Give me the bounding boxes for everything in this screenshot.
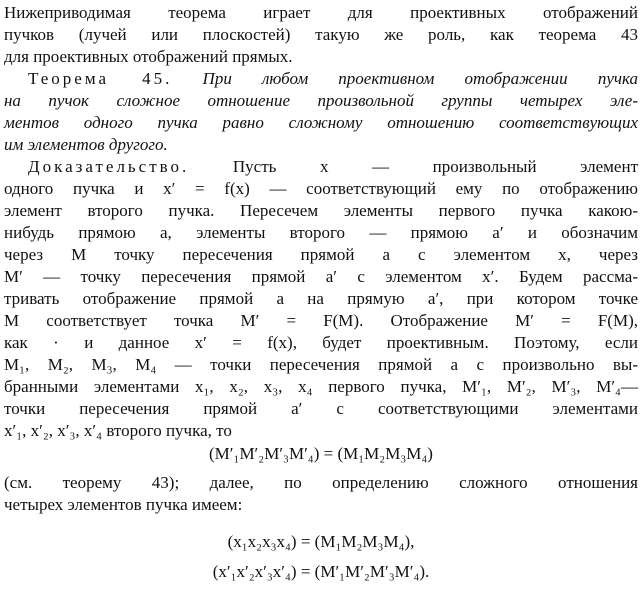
proof-line-9: как · и данное x′ = f(x), будет проективным. Поэтому, если xyxy=(4,333,638,352)
proof-line-13: x′₁, x′₂, x′₃, x′₄ второго пучка, то xyxy=(4,421,232,440)
formula-second-pencil: (x′₁x′₂x′₃x′₄) = (M′₁M′₂M′₃M′₄). xyxy=(212,562,430,581)
formula-cross-ratio-points: (M′₁M′₂M′₃M′₄) = (M₁M₂M₃M₄) xyxy=(209,444,433,463)
proof-line-10: M₁, M₂, M₃, M₄ — точки пересечения прямой a с произвольно вы- xyxy=(4,355,638,374)
proof-line-8: M соответствует точка M′ = F(M). Отображение M′ = F(M), xyxy=(4,311,638,330)
after-line-1: (см. теорему 43); далее, по определению сложного отношения xyxy=(4,473,638,492)
proof-line-11: бранными элементами x₁, x₂, x₃, x₄ первого пучка, M′₁, M′₂, M′₃, M′₄— xyxy=(4,377,638,396)
proof-line-4: нибудь прямою a, элементы второго — прямою a′ и обозначим xyxy=(4,223,638,242)
proof-first-line xyxy=(4,155,638,178)
proof-line-2: одного пучка и x′ = f(x) — соответствующий ему по отображению xyxy=(4,179,638,198)
proof-label: Доказательство. xyxy=(28,157,190,176)
theorem-line-4: им элементов другого. xyxy=(4,135,168,154)
intro-line-2: пучков (лучей или плоскостей) такую же роль, как теорема 43 xyxy=(4,25,638,44)
after-line-2: четырех элементов пучка имеем: xyxy=(4,495,243,514)
formula-first-pencil: (x₁x₂x₃x₄) = (M₁M₂M₃M₄), xyxy=(227,532,415,551)
theorem-line-2: на пучок сложное отношение произвольной группы четырех эле- xyxy=(4,91,638,110)
proof-start: Пусть x — произвольный элемент xyxy=(232,157,638,176)
intro-line-1: Нижеприводимая теорема играет для проективных отображений xyxy=(4,3,638,22)
intro-line-3: для проективных отображений прямых. xyxy=(4,47,293,66)
proof-line-12: точки пересечения прямой a′ с соответствующими элементами xyxy=(4,399,638,418)
theorem-line-3: ментов одного пучка равно сложному отношению соответствующих xyxy=(4,113,638,132)
book-page xyxy=(4,0,638,590)
proof-line-6: M′ — точку пересечения прямой a′ с элементом x′. Будем рассма- xyxy=(4,267,638,286)
proof-line-7: тривать отображение прямой a на прямую a′, при котором точке xyxy=(4,289,638,308)
theorem-statement-start: При любом проективном отображении пучка xyxy=(202,69,638,88)
proof-line-3: элемент второго пучка. Пересечем элементы первого пучка какою- xyxy=(4,201,638,220)
proof-line-5: через M точку пересечения прямой a с элементом x, через xyxy=(4,245,638,264)
theorem-first-line xyxy=(4,67,638,90)
theorem-label: Теорема 45. xyxy=(28,69,173,88)
